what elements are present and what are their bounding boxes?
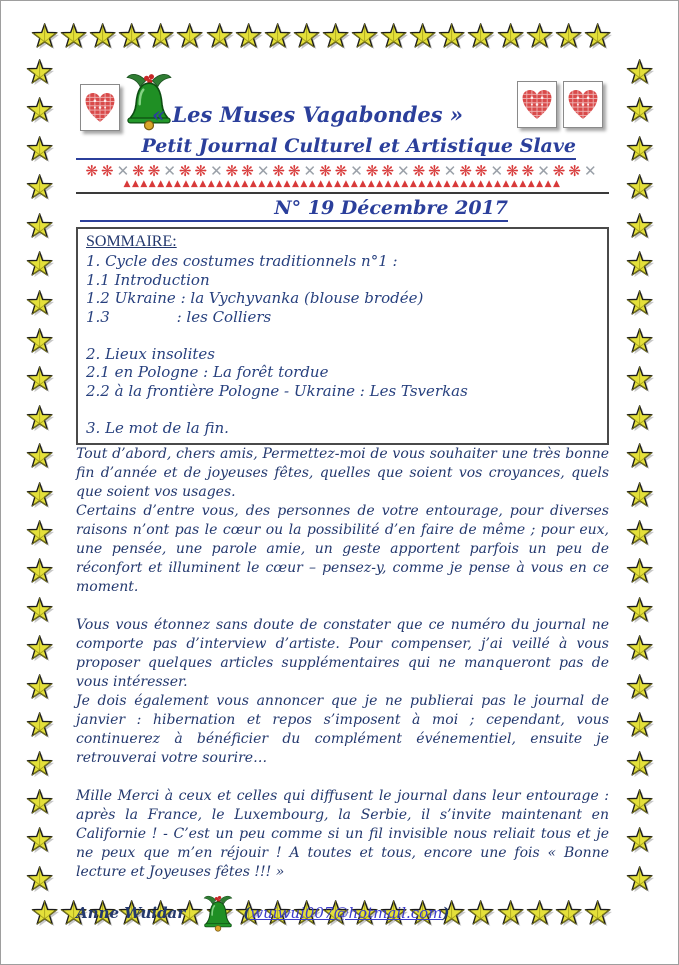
sommaire-item [86,400,599,419]
star-icon [438,23,467,52]
star-icon [26,443,55,472]
star-icon [147,23,176,52]
star-icon [26,712,55,741]
journal-subtitle: Petit Journal Culturel et Artistique Slave [76,135,576,160]
stitch-flower-motif: ❋ [568,163,584,180]
sommaire-list [86,252,599,437]
issue-number: N° 19 Décembre 2017 [80,197,508,222]
paragraph: Vous vous étonnez sans doute de constater que ce numéro du journal ne comporte pas d’interview d’artiste. Pour compenser, j’ai veillé à vous proposer quelques articles supplémentaires qui ne manqueront pas de vous intéresser. [76,617,609,690]
star-icon [322,23,351,52]
stitch-x-motif: ✕ [490,163,507,180]
stitch-flower-motif: ❋ [132,163,148,180]
star-icon [626,328,655,357]
star-icon [60,23,89,52]
sommaire-item: 1. Cycle des costumes traditionnels n°1 : [86,252,398,270]
star-icon [26,520,55,549]
embroidery-band [84,163,601,190]
stitch-flower-motif: ❋ [334,163,351,180]
star-icon [626,827,655,856]
stitch-flower-motif: ❋ [381,163,398,180]
star-icon [31,23,60,52]
star-icon [409,23,438,52]
star-icon [26,213,55,242]
star-icon [26,789,55,818]
embroidery-row2: ▲▲▲▲▲▲▲▲▲▲▲▲▲▲▲▲▲▲▲▲▲▲▲▲▲▲▲▲▲▲▲▲▲▲▲▲▲▲▲▲▲▲▲▲▲▲▲▲▲▲▲▲ [123,180,562,189]
stitch-x-motif: ✕ [350,163,366,180]
page-content [76,71,609,932]
sommaire-item: 1.3 : les Colliers [86,307,272,326]
stitch-flower-motif: ❋ [225,163,242,180]
star-icon [626,290,655,319]
star-icon [26,59,55,88]
star-icon [26,405,55,434]
star-icon [626,251,655,280]
star-icon [626,136,655,165]
star-icon [626,443,655,472]
sommaire-item: 1.2 Ukraine : la Vychyvanka (blouse brodée) [86,289,424,307]
sommaire-item [86,326,599,345]
star-icon [626,674,655,703]
body-paragraphs [76,445,609,882]
stitch-flower-motif: ❋ [178,163,195,180]
star-icon [26,558,55,587]
star-icon [626,366,655,395]
stitch-flower-motif: ❋ [241,163,257,180]
star-icon [118,23,147,52]
sommaire-item: 2.2 à la frontière Pologne - Ukraine : Les Tsverkas [86,381,468,400]
star-icon [26,827,55,856]
star-icon [497,23,526,52]
stitch-flower-motif: ❋ [428,163,444,180]
star-icon [235,23,264,52]
embroidered-heart-image [563,81,603,128]
stitch-flower-motif: ❋ [287,163,304,180]
stitch-x-motif: ✕ [256,163,273,180]
stitch-flower-motif: ❋ [101,163,117,180]
stitch-flower-motif: ❋ [365,163,382,180]
star-icon [351,23,380,52]
star-icon [26,482,55,511]
paren-open: ( [243,904,251,922]
star-icon [555,23,584,52]
header [76,71,609,223]
star-border-left [26,59,57,895]
star-icon [584,23,613,52]
star-icon [26,866,55,895]
stitch-flower-motif: ❋ [459,163,475,180]
stitch-flower-motif: ❋ [521,163,538,180]
stitch-flower-motif: ❋ [412,163,429,180]
stitch-flower-motif: ❋ [194,163,211,180]
stitch-x-motif: ✕ [210,163,226,180]
paragraph: Tout d’abord, chers amis, Permettez-moi de vous souhaiter une très bonne fin d’année et de joyeuses fêtes, quelles que soient vos croyances, quels que soient vos usages. [76,446,609,500]
email-link[interactable]: wuiwui007@hotmail.com [250,904,443,922]
star-icon [626,866,655,895]
stitch-x-motif: ✕ [163,163,179,180]
star-icon [626,712,655,741]
star-icon [526,23,555,52]
star-icon [26,328,55,357]
stitch-x-motif: ✕ [537,163,553,180]
star-icon [89,23,118,52]
star-icon [26,251,55,280]
sommaire-item: 1.1 Introduction [86,270,210,289]
stitch-flower-motif: ❋ [272,163,288,180]
paragraph: Certains d’entre vous, des personnes de votre entourage, pour diverses raisons n’ont pas le cœur ou la possibilité d’en faire de même ; pour eux, une pensée, une parole amie, un geste apportent parfois un peu de réconfort et illuminent le cœur – pensez-y, comme je pense à vous en ce moment. [76,503,609,595]
star-icon [380,23,409,52]
star-icon [293,23,322,52]
sommaire-item: 2.1 en Pologne : La forêt tordue [86,363,329,381]
stitch-x-motif: ✕ [397,163,413,180]
paragraph: Mille Merci à ceux et celles qui diffusent le journal dans leur entourage : après la France, le Luxembourg, la Serbie, il s’invite maintenant en Californie ! - C’est un peu comme si un fil invisible nous reliait tous et je ne peux que m’en réjouir ! A toutes et tous, encore une fois « Bonne lecture et Joyeuses fêtes !!! » [76,788,609,880]
star-icon [626,520,655,549]
star-icon [264,23,293,52]
star-icon [176,23,205,52]
star-icon [626,482,655,511]
stitch-x-motif: ✕ [583,163,600,180]
signature-row [76,894,609,932]
embroidery-row1 [84,163,601,180]
paren-close: ) [442,904,450,922]
star-icon [26,366,55,395]
star-icon [26,97,55,126]
star-icon [626,174,655,203]
star-icon [626,789,655,818]
star-icon [26,635,55,664]
stitch-x-motif: ✕ [443,163,460,180]
star-icon [26,136,55,165]
stitch-flower-motif: ❋ [85,163,102,180]
star-icon [31,900,60,929]
star-icon [467,23,496,52]
stitch-flower-motif: ❋ [552,163,569,180]
star-icon [206,23,235,52]
star-icon [26,290,55,319]
stitch-flower-motif: ❋ [506,163,522,180]
paragraph: Je dois également vous annoncer que je ne publierai pas le journal de janvier : hibernation et repos s’imposent à moi ; cependant, vous continuerez à bénéficier du complément événementiel, ensuite je retrouverai votre sourire… [76,693,609,766]
stitch-flower-motif: ❋ [474,163,491,180]
star-icon [26,174,55,203]
star-icon [626,405,655,434]
star-icon [26,674,55,703]
journal-title: « Les Muses Vagabondes » [151,102,464,127]
star-border-top [31,23,613,54]
star-icon [626,558,655,587]
stitch-flower-motif: ❋ [319,163,335,180]
stitch-flower-motif: ❋ [147,163,164,180]
star-icon [626,597,655,626]
christmas-bell-icon [201,894,235,932]
sommaire-item: 3. Le mot de la fin. [86,418,229,437]
sommaire-heading: SOMMAIRE: [86,233,177,250]
star-icon [26,751,55,780]
heart-icon [566,85,600,124]
star-icon [626,59,655,88]
star-icon [626,635,655,664]
star-icon [26,597,55,626]
star-icon [626,97,655,126]
horizontal-rule [76,192,609,194]
star-icon [626,213,655,242]
sommaire-item: 2. Lieux insolites [86,344,215,363]
star-border-right [626,59,657,895]
star-icon [626,751,655,780]
stitch-x-motif: ✕ [116,163,133,180]
author-name: Anne Wuidar [76,904,186,922]
sommaire-box [76,227,609,445]
stitch-x-motif: ✕ [303,163,320,180]
